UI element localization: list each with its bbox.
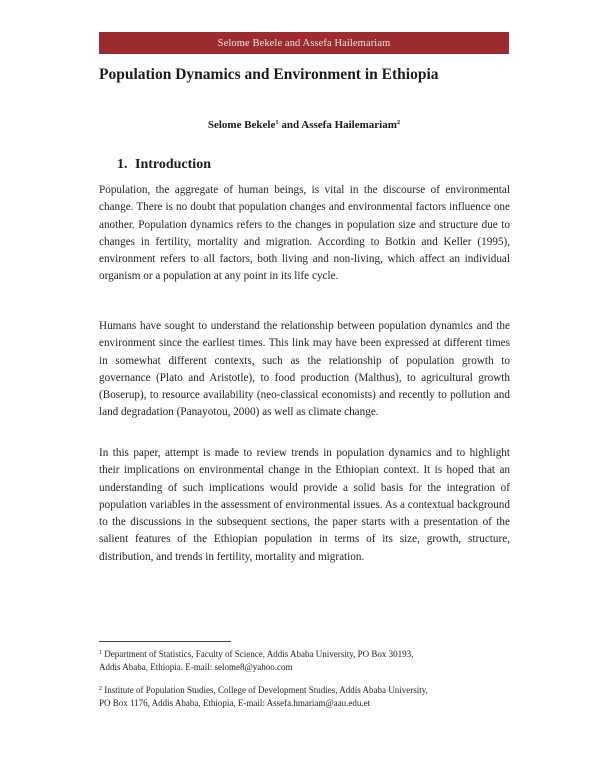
paragraph-2: Humans have sought to understand the relationship between population dynamics and the environment since the earliest times. This link may have been expressed at different times in somewhat different contexts, such as the relationship of population growth to governance (Plato and Aristotle), to food production (Malthus), to agricultural growth (Boserup), to resource availability (neo-classical economists) and recently to pollution and land degradation (Panayotou, 2000) as well as climate change. [99, 320, 510, 419]
footnote-2-line-2: PO Box 1176, Addis Ababa, Ethiopia, E-mail: Assefa.hmariam@aau.edu.et [99, 698, 371, 708]
paragraph-3: In this paper, attempt is made to review trends in population dynamics and to highlight their implications on environmental change in the Ethiopian context. It is hoped that an understanding of such implications would provide a solid basis for the integration of population variables in the assessment of environmental issues. As a contextual background to the discussions in the subsequent sections, the paper starts with a presentation of the salient features of the Ethiopian population in terms of its size, growth, structure, distribution, and trends in fertility, mortality and migration. [99, 447, 510, 563]
running-header [99, 32, 509, 54]
section-heading [117, 156, 211, 174]
footnote-2-text: Institute of Population Studies, College of Development Studies, Addis Ababa University, [102, 685, 428, 695]
footnote-separator [99, 641, 231, 642]
section-title: Introduction [135, 157, 211, 172]
footnote-1-text: Department of Statistics, Faculty of Science, Addis Ababa University, PO Box 30193, [102, 649, 414, 659]
footnote-1-mark: 1 [99, 650, 102, 656]
author-1-name: Selome Bekele [207, 119, 276, 131]
footnote-1-line-2: Addis Ababa, Ethiopia. E-mail: selome8@yahoo.com [99, 662, 293, 672]
footnote-2-line-1 [99, 684, 519, 697]
author-2-footnote-mark: 2 [396, 119, 401, 126]
author-line [99, 118, 509, 132]
running-header-text: Selome Bekele and Assefa Hailemariam [217, 37, 391, 49]
footnote-2-mark: 2 [99, 686, 102, 692]
paragraph-1: Population, the aggregate of human beings, is vital in the discourse of environmental change. There is no doubt that population changes and environmental factors influence one another. Population dynamics refers to the changes in population size and structure due to changes in fertility, mortality and migration. According to Botkin and Keller (1995), environment refers to all factors, both living and non-living, which affect an individual organism or a population at any point in its life cycle. [99, 184, 510, 283]
author-1-footnote-mark: 1 [275, 119, 279, 126]
paper-title: Population Dynamics and Environment in Ethiopia [99, 66, 439, 83]
footnote-1 [99, 648, 519, 674]
section-number: 1. [117, 157, 128, 172]
footnote-1-line-1 [99, 648, 519, 661]
footnote-2 [99, 684, 519, 710]
author-connector: and [278, 119, 302, 131]
author-2-name: Assefa Hailemariam [301, 119, 397, 131]
